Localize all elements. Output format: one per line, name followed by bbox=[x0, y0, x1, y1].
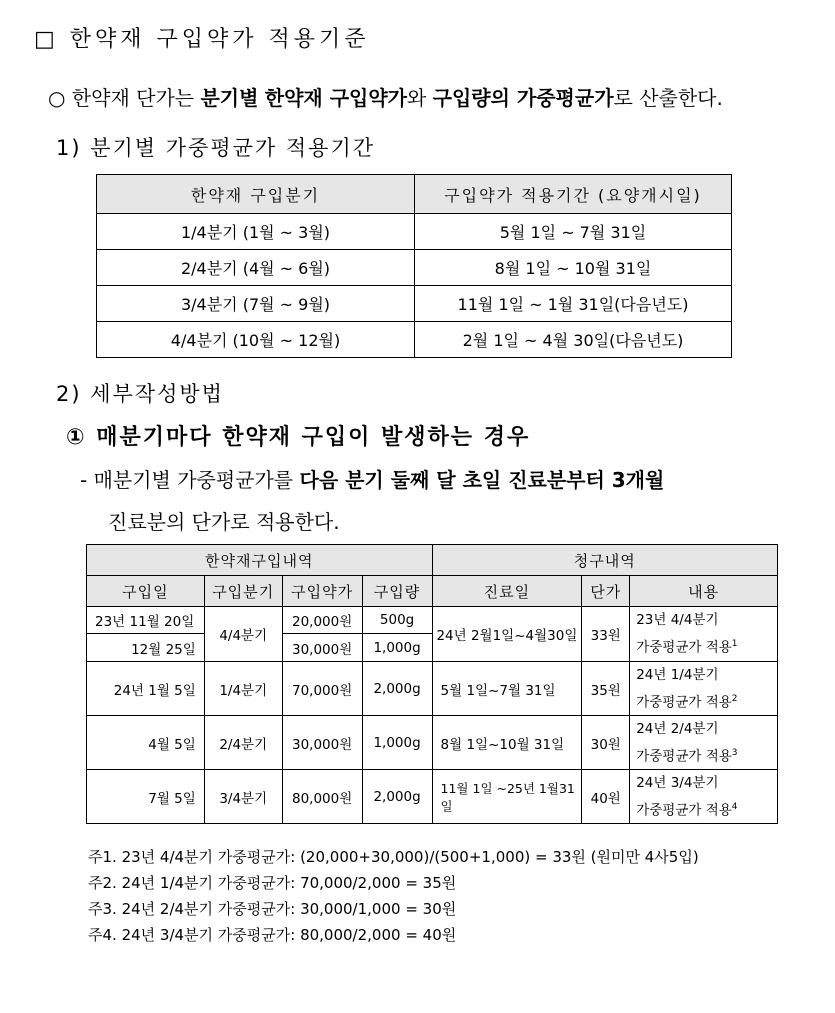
note-line1: 23년 4/4분기 bbox=[636, 612, 719, 629]
purchase-qty: 1,000g bbox=[362, 634, 432, 662]
footnote-3: 주3. 24년 2/4분기 가중평균가: 30,000/1,000 = 30원 bbox=[88, 900, 457, 918]
table-row bbox=[87, 607, 778, 634]
purchase-qty: 2,000g bbox=[362, 770, 432, 824]
table-row bbox=[87, 770, 778, 824]
group-header-purchase: 한약재구입내역 bbox=[87, 545, 433, 576]
purchase-date: 23년 11월 20일 bbox=[87, 607, 205, 634]
table-cell: 11월 1일 ~ 1월 31일(다음년도) bbox=[415, 286, 732, 322]
purchase-price: 30,000원 bbox=[282, 634, 362, 662]
treatment-period: 24년 2월1일~4월30일 bbox=[432, 607, 582, 662]
note-line1: 24년 1/4분기 bbox=[636, 666, 719, 683]
footnote-ref: 1 bbox=[731, 639, 738, 650]
treatment-period: 11월 1일 ~25년 1월31일 bbox=[432, 770, 582, 824]
header-period: 구입약가 적용기간 (요양개시일) bbox=[415, 175, 732, 214]
table-row bbox=[97, 286, 732, 322]
intro-prefix: ○ 한약재 단가는 bbox=[48, 86, 201, 110]
treatment-period: 8월 1일~10월 31일 bbox=[432, 716, 582, 770]
note-line2: 가중평균가 적용 bbox=[636, 694, 732, 711]
intro-suffix: 로 산출한다. bbox=[613, 86, 723, 110]
purchase-qty: 1,000g bbox=[362, 716, 432, 770]
dash-prefix: - 매분기별 가중평균가를 bbox=[80, 468, 300, 492]
section-1-title: 1) 분기별 가중평균가 적용기간 bbox=[56, 136, 376, 160]
note-line2: 가중평균가 적용 bbox=[636, 639, 732, 656]
unit-price: 40원 bbox=[582, 770, 630, 824]
content-note bbox=[630, 607, 778, 662]
dash-bold: 다음 분기 둘째 달 초일 진료분부터 3개월 bbox=[299, 468, 665, 492]
header-quarter: 한약재 구입분기 bbox=[97, 175, 415, 214]
purchase-date: 4월 5일 bbox=[87, 716, 205, 770]
unit-price: 35원 bbox=[582, 662, 630, 716]
footnote-1: 주1. 23년 4/4분기 가중평균가: (20,000+30,000)/(500+1,000) = 33원 (원미만 4사5입) bbox=[88, 848, 699, 866]
purchase-price: 30,000원 bbox=[282, 716, 362, 770]
period-table bbox=[96, 174, 732, 358]
header-purchase-date: 구입일 bbox=[87, 576, 205, 607]
footnote-ref: 2 bbox=[731, 693, 738, 704]
note-line2: 가중평균가 적용 bbox=[636, 748, 732, 765]
intro-bold-price: 한약재 구입약가 bbox=[264, 86, 407, 110]
footnote-4: 주4. 24년 3/4분기 가중평균가: 80,000/2,000 = 40원 bbox=[88, 926, 457, 944]
purchase-date: 7월 5일 bbox=[87, 770, 205, 824]
example-table bbox=[86, 544, 778, 824]
note-line2: 가중평균가 적용 bbox=[636, 802, 732, 819]
header-unit-price: 단가 bbox=[582, 576, 630, 607]
table-header-row bbox=[97, 175, 732, 214]
header-purchase-quarter: 구입분기 bbox=[204, 576, 282, 607]
footnote-2: 주2. 24년 1/4분기 가중평균가: 70,000/2,000 = 35원 bbox=[88, 874, 457, 892]
content-note bbox=[630, 770, 778, 824]
dash-paragraph-line1 bbox=[80, 464, 664, 493]
header-purchase-price: 구입약가 bbox=[282, 576, 362, 607]
content-note bbox=[630, 716, 778, 770]
table-cell: 3/4분기 (7월 ~ 9월) bbox=[97, 286, 415, 322]
purchase-quarter: 4/4분기 bbox=[204, 607, 282, 662]
intro-bold-weighted: 구입량의 가중평균가 bbox=[432, 86, 614, 110]
footnote-ref: 4 bbox=[731, 801, 738, 812]
note-line1: 24년 3/4분기 bbox=[636, 774, 719, 791]
header-treatment-date: 진료일 bbox=[432, 576, 582, 607]
table-row bbox=[97, 250, 732, 286]
intro-paragraph bbox=[48, 82, 723, 111]
unit-price: 30원 bbox=[582, 716, 630, 770]
purchase-date: 24년 1월 5일 bbox=[87, 662, 205, 716]
case-1-title: ① 매분기마다 한약재 구입이 발생하는 경우 bbox=[66, 425, 531, 450]
purchase-qty: 2,000g bbox=[362, 662, 432, 716]
purchase-qty: 500g bbox=[362, 607, 432, 634]
purchase-quarter: 1/4분기 bbox=[204, 662, 282, 716]
note-line1: 24년 2/4분기 bbox=[636, 720, 719, 737]
footnotes bbox=[88, 844, 699, 948]
group-header-claim: 청구내역 bbox=[432, 545, 777, 576]
table-row bbox=[87, 662, 778, 716]
footnote-ref: 3 bbox=[731, 747, 738, 758]
dash-paragraph-line2: 진료분의 단가로 적용한다. bbox=[108, 510, 340, 534]
table-cell: 8월 1일 ~ 10월 31일 bbox=[415, 250, 732, 286]
header-quantity: 구입량 bbox=[362, 576, 432, 607]
table-cell: 4/4분기 (10월 ~ 12월) bbox=[97, 322, 415, 358]
unit-price: 33원 bbox=[582, 607, 630, 662]
header-content: 내용 bbox=[630, 576, 778, 607]
table-cell: 2/4분기 (4월 ~ 6월) bbox=[97, 250, 415, 286]
page-title: □ 한약재 구입약가 적용기준 bbox=[34, 27, 370, 52]
table-row bbox=[97, 322, 732, 358]
table-row bbox=[97, 214, 732, 250]
purchase-price: 20,000원 bbox=[282, 607, 362, 634]
purchase-quarter: 3/4분기 bbox=[204, 770, 282, 824]
table-cell: 2월 1일 ~ 4월 30일(다음년도) bbox=[415, 322, 732, 358]
table-cell: 1/4분기 (1월 ~ 3월) bbox=[97, 214, 415, 250]
treatment-period: 5월 1일~7월 31일 bbox=[432, 662, 582, 716]
section-2-title: 2) 세부작성방법 bbox=[56, 382, 224, 406]
purchase-quarter: 2/4분기 bbox=[204, 716, 282, 770]
purchase-price: 80,000원 bbox=[282, 770, 362, 824]
table-row bbox=[87, 716, 778, 770]
purchase-price: 70,000원 bbox=[282, 662, 362, 716]
intro-mid: 와 bbox=[406, 86, 433, 110]
content-note bbox=[630, 662, 778, 716]
table-cell: 5월 1일 ~ 7월 31일 bbox=[415, 214, 732, 250]
table-group-header-row bbox=[87, 545, 778, 576]
table-header-row bbox=[87, 576, 778, 607]
intro-bold-quarterly: 분기별 bbox=[200, 86, 259, 110]
purchase-date: 12월 25일 bbox=[87, 634, 205, 662]
